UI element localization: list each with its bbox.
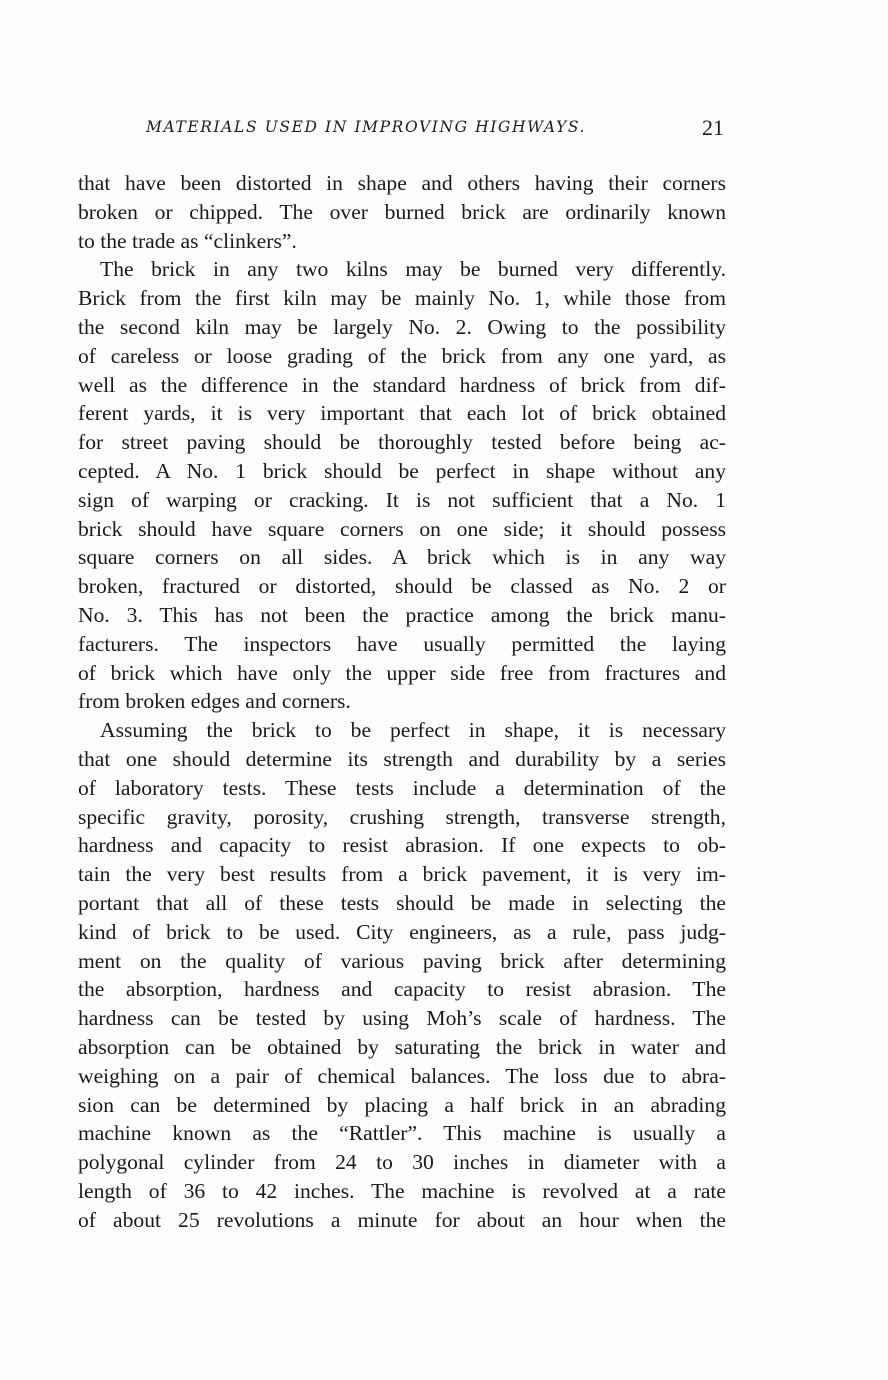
text-line: from broken edges and corners. [78,689,351,714]
text-line: the second kiln may be largely No. 2. Owing to the possibility [78,314,726,339]
text-line: The brick in any two kilns may be burned very differently. [100,257,726,282]
text-line: broken, fractured or distorted, should be classed as No. 2 or [78,574,726,599]
text-line: tain the very best results from a brick pavement, it is very im- [78,862,726,887]
text-line: of laboratory tests. These tests include a determination of the [78,775,726,800]
text-line: that have been distorted in shape and others having their corners [78,171,726,195]
text-line: sion can be determined by placing a half brick in an abrading [78,1092,726,1117]
text-line: broken or chipped. The over burned brick are ordinarily known [78,199,726,224]
paragraph [78,255,726,716]
text-line: ment on the quality of various paving brick after determining [78,948,726,973]
body-text [78,169,726,1234]
text-line: to the trade as “clinkers”. [78,228,297,253]
text-line: ferent yards, it is very important that each lot of brick obtained [78,401,726,426]
text-line: of careless or loose grading of the brick from any one yard, as [78,343,726,368]
paragraph [78,169,726,255]
page-number: 21 [702,115,724,140]
text-line: square corners on all sides. A brick which is in any way [78,545,726,570]
text-line: machine known as the “Rattler”. This machine is usually a [78,1121,726,1146]
text-line: specific gravity, porosity, crushing strength, transverse strength, [78,804,726,829]
text-line: polygonal cylinder from 24 to 30 inches in diameter with a [78,1150,726,1175]
text-line: Brick from the first kiln may be mainly No. 1, while those from [78,286,726,311]
text-line: kind of brick to be used. City engineers, as a rule, pass judg- [78,919,726,944]
text-line: cepted. A No. 1 brick should be perfect in shape without any [78,458,726,483]
text-line: of brick which have only the upper side free from fractures and [78,660,726,685]
text-line: that one should determine its strength and durability by a series [78,746,726,771]
paragraph [78,716,726,1234]
text-line: brick should have square corners on one side; it should possess [78,516,726,541]
running-title: MATERIALS USED IN IMPROVING HIGHWAYS. [146,118,587,136]
text-line: sign of warping or cracking. It is not sufficient that a No. 1 [78,487,726,512]
text-line: well as the difference in the standard hardness of brick from dif- [78,372,726,397]
text-line: of about 25 revolutions a minute for about an hour when the [78,1207,726,1232]
text-line: length of 36 to 42 inches. The machine is revolved at a rate [78,1178,726,1203]
text-line: facturers. The inspectors have usually permitted the laying [78,631,726,656]
text-line: hardness can be tested by using Moh’s scale of hardness. The [78,1006,726,1031]
text-line: the absorption, hardness and capacity to resist abrasion. The [78,977,726,1002]
text-line: Assuming the brick to be perfect in shape, it is necessary [100,718,726,743]
running-head [146,115,726,148]
text-line: for street paving should be thoroughly tested before being ac- [78,430,726,455]
text-line: portant that all of these tests should be made in selecting the [78,890,726,915]
text-line: hardness and capacity to resist abrasion. If one expects to ob- [78,833,726,858]
text-line: No. 3. This has not been the practice among the brick manu- [78,602,726,627]
text-line: absorption can be obtained by saturating the brick in water and [78,1034,726,1059]
text-line: weighing on a pair of chemical balances. The loss due to abra- [78,1063,726,1088]
